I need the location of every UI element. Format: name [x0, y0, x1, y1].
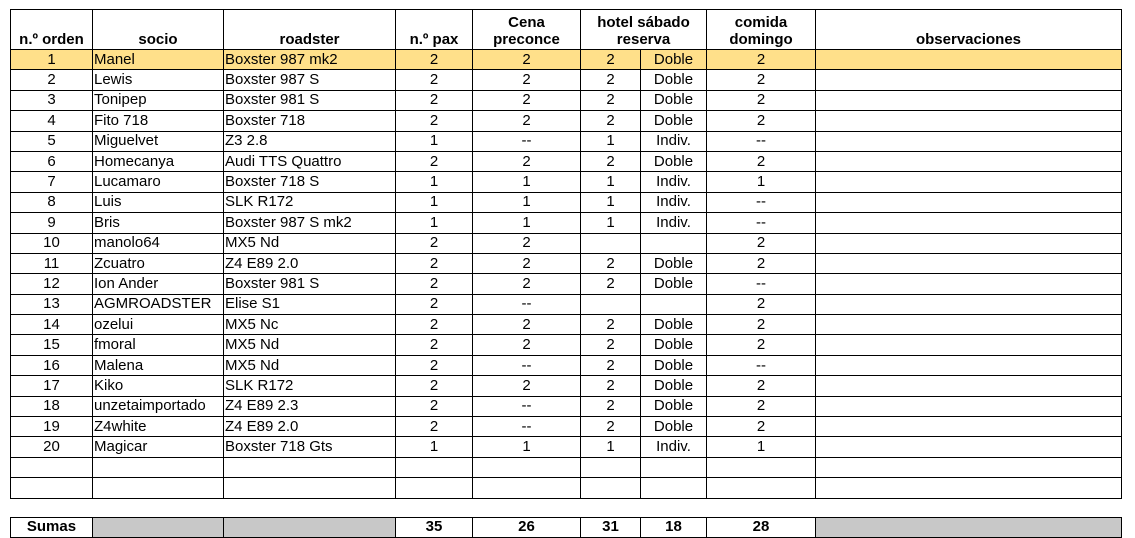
cell-observaciones[interactable] [816, 50, 1122, 70]
cell-hotel[interactable]: 2 [581, 111, 641, 131]
cell-socio[interactable]: Luis [93, 192, 224, 212]
table-row [11, 70, 1122, 90]
cell-roadster[interactable]: Boxster 718 S [224, 172, 396, 192]
cell[interactable] [396, 478, 473, 498]
cell-roadster[interactable]: Z4 E89 2.0 [224, 417, 396, 437]
cell-tipo[interactable]: Doble [641, 90, 707, 110]
cell-orden[interactable]: 2 [11, 70, 93, 90]
cell-orden[interactable]: 7 [11, 172, 93, 192]
cell-roadster[interactable]: Audi TTS Quattro [224, 151, 396, 171]
table-row [11, 417, 1122, 437]
cell-cena[interactable]: 2 [473, 253, 581, 273]
cell-orden[interactable]: 9 [11, 213, 93, 233]
cell-tipo[interactable]: Doble [641, 253, 707, 273]
header-cena[interactable] [473, 10, 581, 50]
cell-tipo[interactable]: Doble [641, 50, 707, 70]
cell-orden[interactable]: 1 [11, 50, 93, 70]
cell-hotel[interactable]: 2 [581, 274, 641, 294]
cell-observaciones[interactable] [816, 396, 1122, 416]
table-row [11, 192, 1122, 212]
cell-pax[interactable]: 2 [396, 396, 473, 416]
cell-cena[interactable]: 2 [473, 50, 581, 70]
cell-socio[interactable]: Z4white [93, 417, 224, 437]
header-row [11, 10, 1122, 50]
cell-cena[interactable]: -- [473, 131, 581, 151]
cell-pax[interactable]: 1 [396, 213, 473, 233]
cell-tipo[interactable]: Indiv. [641, 213, 707, 233]
cell-roadster[interactable]: Z3 2.8 [224, 131, 396, 151]
cell-orden[interactable]: 5 [11, 131, 93, 151]
cell-roadster[interactable]: Boxster 718 [224, 111, 396, 131]
cell-orden[interactable]: 11 [11, 253, 93, 273]
cell[interactable] [473, 457, 581, 477]
cell-hotel[interactable] [581, 233, 641, 253]
cell-hotel[interactable]: 1 [581, 172, 641, 192]
table-row [11, 213, 1122, 233]
cell[interactable] [707, 478, 816, 498]
cell-comida[interactable]: 2 [707, 396, 816, 416]
cell-pax[interactable]: 2 [396, 376, 473, 396]
cell-roadster[interactable]: Boxster 987 mk2 [224, 50, 396, 70]
cell-pax[interactable]: 1 [396, 192, 473, 212]
cell-tipo[interactable]: Doble [641, 70, 707, 90]
header-roadster[interactable]: roadster [224, 10, 396, 50]
header-comida[interactable] [707, 10, 816, 50]
empty-row [11, 457, 1122, 477]
table-row [11, 151, 1122, 171]
cell-cena[interactable]: 2 [473, 90, 581, 110]
cell-cena[interactable]: -- [473, 294, 581, 314]
cell-tipo[interactable]: Doble [641, 376, 707, 396]
cell-orden[interactable]: 13 [11, 294, 93, 314]
header-hotel-line1: hotel sábado [597, 14, 690, 31]
cell-observaciones[interactable] [816, 233, 1122, 253]
table-row [11, 233, 1122, 253]
cell-orden[interactable]: 8 [11, 192, 93, 212]
cell-pax[interactable]: 2 [396, 70, 473, 90]
cell[interactable] [473, 478, 581, 498]
sums-hotel[interactable]: 31 [581, 517, 641, 537]
cell-cena[interactable]: 2 [473, 70, 581, 90]
cell-roadster[interactable]: SLK R172 [224, 192, 396, 212]
cell-roadster[interactable]: Boxster 981 S [224, 90, 396, 110]
cell-orden[interactable]: 15 [11, 335, 93, 355]
table-row [11, 396, 1122, 416]
cell-tipo[interactable]: Doble [641, 355, 707, 375]
cell-pax[interactable]: 1 [396, 172, 473, 192]
cell[interactable] [224, 457, 396, 477]
cell-pax[interactable]: 2 [396, 274, 473, 294]
cell-roadster[interactable]: MX5 Nc [224, 315, 396, 335]
cell[interactable] [11, 457, 93, 477]
cell-tipo[interactable]: Indiv. [641, 192, 707, 212]
cell-pax[interactable]: 2 [396, 315, 473, 335]
cell-observaciones[interactable] [816, 90, 1122, 110]
cell-observaciones[interactable] [816, 274, 1122, 294]
cell-comida[interactable]: 2 [707, 376, 816, 396]
header-observaciones[interactable]: observaciones [816, 10, 1122, 50]
header-hotel-line2: reserva [616, 31, 671, 48]
cell-orden[interactable]: 20 [11, 437, 93, 457]
sums-cena[interactable]: 26 [473, 517, 581, 537]
header-comida-line2: domingo [729, 31, 793, 48]
cell-roadster[interactable]: MX5 Nd [224, 355, 396, 375]
cell-observaciones[interactable] [816, 437, 1122, 457]
cell-pax[interactable]: 2 [396, 253, 473, 273]
cell-cena[interactable]: -- [473, 396, 581, 416]
cell-comida[interactable]: 2 [707, 70, 816, 90]
cell-cena[interactable]: 2 [473, 335, 581, 355]
cell[interactable] [641, 478, 707, 498]
cell[interactable] [816, 457, 1122, 477]
cell-hotel[interactable]: 2 [581, 90, 641, 110]
sums-tipo[interactable]: 18 [641, 517, 707, 537]
cell-socio[interactable]: Bris [93, 213, 224, 233]
cell-orden[interactable]: 4 [11, 111, 93, 131]
cell-hotel[interactable]: 2 [581, 417, 641, 437]
cell-orden[interactable]: 3 [11, 90, 93, 110]
cell-orden[interactable]: 10 [11, 233, 93, 253]
cell[interactable] [93, 478, 224, 498]
gap-cell [11, 498, 1122, 517]
table-row [11, 355, 1122, 375]
cell-cena[interactable]: 2 [473, 376, 581, 396]
cell-observaciones[interactable] [816, 131, 1122, 151]
table-row [11, 111, 1122, 131]
cell-socio[interactable]: Ion Ander [93, 274, 224, 294]
cell-cena[interactable]: -- [473, 417, 581, 437]
cell-tipo[interactable]: Doble [641, 111, 707, 131]
cell-observaciones[interactable] [816, 335, 1122, 355]
table-row [11, 50, 1122, 70]
cell-orden[interactable]: 16 [11, 355, 93, 375]
cell-socio[interactable]: Lucamaro [93, 172, 224, 192]
cell-comida[interactable]: 2 [707, 233, 816, 253]
cell-socio[interactable]: Kiko [93, 376, 224, 396]
cell-comida[interactable]: 2 [707, 417, 816, 437]
cell-socio[interactable]: Homecanya [93, 151, 224, 171]
cell[interactable] [93, 457, 224, 477]
cell[interactable] [707, 457, 816, 477]
table-row [11, 131, 1122, 151]
table-row [11, 172, 1122, 192]
cell-hotel[interactable]: 1 [581, 131, 641, 151]
cell-observaciones[interactable] [816, 355, 1122, 375]
cell-pax[interactable]: 2 [396, 335, 473, 355]
sums-comida[interactable]: 28 [707, 517, 816, 537]
cell[interactable] [641, 457, 707, 477]
cell-tipo[interactable]: Doble [641, 417, 707, 437]
header-socio[interactable]: socio [93, 10, 224, 50]
cell-pax[interactable]: 2 [396, 111, 473, 131]
cell[interactable] [224, 478, 396, 498]
cell-comida[interactable]: 2 [707, 111, 816, 131]
cell-comida[interactable]: -- [707, 213, 816, 233]
cell-roadster[interactable]: Elise S1 [224, 294, 396, 314]
cell-socio[interactable]: Zcuatro [93, 253, 224, 273]
cell-roadster[interactable]: Boxster 718 Gts [224, 437, 396, 457]
empty-row [11, 478, 1122, 498]
cell-observaciones[interactable] [816, 376, 1122, 396]
cell-tipo[interactable]: Doble [641, 315, 707, 335]
header-orden[interactable]: n.º orden [11, 10, 93, 50]
header-cena-line1: Cena [508, 14, 545, 31]
cell-comida[interactable]: 2 [707, 90, 816, 110]
cell-cena[interactable]: 1 [473, 213, 581, 233]
cell-hotel[interactable]: 2 [581, 315, 641, 335]
cell-hotel[interactable]: 1 [581, 213, 641, 233]
cell-hotel[interactable]: 1 [581, 437, 641, 457]
sums-observaciones-cell[interactable] [816, 517, 1122, 537]
cell-pax[interactable]: 2 [396, 233, 473, 253]
sums-roadster-cell[interactable] [224, 517, 396, 537]
cell-hotel[interactable]: 2 [581, 70, 641, 90]
table-row [11, 90, 1122, 110]
cell-cena[interactable]: 2 [473, 151, 581, 171]
sums-row [11, 517, 1122, 537]
cell-orden[interactable]: 12 [11, 274, 93, 294]
sums-pax[interactable]: 35 [396, 517, 473, 537]
cell-pax[interactable]: 1 [396, 131, 473, 151]
cell-cena[interactable]: 2 [473, 233, 581, 253]
reservations-table [10, 9, 1122, 538]
cell-cena[interactable]: -- [473, 355, 581, 375]
table-row [11, 315, 1122, 335]
header-hotel[interactable] [581, 10, 707, 50]
cell-tipo[interactable]: Doble [641, 151, 707, 171]
cell-comida[interactable]: 2 [707, 335, 816, 355]
cell-socio[interactable]: AGMROADSTER [93, 294, 224, 314]
cell-tipo[interactable]: Doble [641, 274, 707, 294]
cell-socio[interactable]: Miguelvet [93, 131, 224, 151]
cell-comida[interactable]: -- [707, 274, 816, 294]
table-row [11, 294, 1122, 314]
cell-comida[interactable]: 2 [707, 50, 816, 70]
cell-roadster[interactable]: Z4 E89 2.3 [224, 396, 396, 416]
cell-observaciones[interactable] [816, 111, 1122, 131]
cell-socio[interactable]: unzetaimportado [93, 396, 224, 416]
cell-orden[interactable]: 18 [11, 396, 93, 416]
table-row [11, 376, 1122, 396]
cell-tipo[interactable]: Indiv. [641, 437, 707, 457]
sums-socio-cell[interactable] [93, 517, 224, 537]
cell-cena[interactable]: 1 [473, 437, 581, 457]
sums-label[interactable]: Sumas [11, 517, 93, 537]
cell-tipo[interactable] [641, 294, 707, 314]
cell-observaciones[interactable] [816, 70, 1122, 90]
cell-cena[interactable]: 2 [473, 315, 581, 335]
cell-tipo[interactable]: Doble [641, 396, 707, 416]
cell[interactable] [396, 457, 473, 477]
cell-hotel[interactable]: 2 [581, 376, 641, 396]
cell-roadster[interactable]: Boxster 987 S [224, 70, 396, 90]
cell-roadster[interactable]: Boxster 981 S [224, 274, 396, 294]
cell-pax[interactable]: 1 [396, 437, 473, 457]
cell-socio[interactable]: Tonipep [93, 90, 224, 110]
cell-comida[interactable]: 2 [707, 294, 816, 314]
cell-comida[interactable]: 2 [707, 151, 816, 171]
cell-socio[interactable]: fmoral [93, 335, 224, 355]
cell-observaciones[interactable] [816, 192, 1122, 212]
cell-hotel[interactable]: 2 [581, 355, 641, 375]
cell-pax[interactable]: 2 [396, 90, 473, 110]
header-pax[interactable]: n.º pax [396, 10, 473, 50]
cell[interactable] [581, 457, 641, 477]
table-body [11, 50, 1122, 538]
cell[interactable] [11, 478, 93, 498]
cell-pax[interactable]: 2 [396, 50, 473, 70]
cell-orden[interactable]: 14 [11, 315, 93, 335]
cell-socio[interactable]: Fito 718 [93, 111, 224, 131]
cell-comida[interactable]: 1 [707, 437, 816, 457]
cell-tipo[interactable]: Doble [641, 335, 707, 355]
cell-roadster[interactable]: SLK R172 [224, 376, 396, 396]
table-row [11, 437, 1122, 457]
cell[interactable] [816, 478, 1122, 498]
cell-socio[interactable]: ozelui [93, 315, 224, 335]
cell-observaciones[interactable] [816, 151, 1122, 171]
cell-socio[interactable]: Malena [93, 355, 224, 375]
gap-row [11, 498, 1122, 517]
cell-socio[interactable]: Magicar [93, 437, 224, 457]
cell-orden[interactable]: 19 [11, 417, 93, 437]
cell-cena[interactable]: 2 [473, 274, 581, 294]
cell-pax[interactable]: 2 [396, 294, 473, 314]
cell-socio[interactable]: Manel [93, 50, 224, 70]
cell-comida[interactable]: -- [707, 131, 816, 151]
cell-orden[interactable]: 6 [11, 151, 93, 171]
cell-tipo[interactable]: Indiv. [641, 131, 707, 151]
cell-observaciones[interactable] [816, 172, 1122, 192]
cell-observaciones[interactable] [816, 253, 1122, 273]
cell-comida[interactable]: 1 [707, 172, 816, 192]
cell-tipo[interactable] [641, 233, 707, 253]
header-cena-line2: preconce [493, 31, 560, 48]
cell[interactable] [581, 478, 641, 498]
cell-roadster[interactable]: MX5 Nd [224, 335, 396, 355]
cell-hotel[interactable]: 2 [581, 151, 641, 171]
cell-comida[interactable]: 2 [707, 315, 816, 335]
cell-socio[interactable]: manolo64 [93, 233, 224, 253]
cell-socio[interactable]: Lewis [93, 70, 224, 90]
cell-pax[interactable]: 2 [396, 151, 473, 171]
cell-hotel[interactable] [581, 294, 641, 314]
cell-comida[interactable]: -- [707, 355, 816, 375]
cell-observaciones[interactable] [816, 417, 1122, 437]
cell-cena[interactable]: 1 [473, 172, 581, 192]
cell-comida[interactable]: -- [707, 192, 816, 212]
cell-pax[interactable]: 2 [396, 417, 473, 437]
cell-tipo[interactable]: Indiv. [641, 172, 707, 192]
cell-roadster[interactable]: Boxster 987 S mk2 [224, 213, 396, 233]
cell-orden[interactable]: 17 [11, 376, 93, 396]
cell-hotel[interactable]: 2 [581, 396, 641, 416]
header-comida-line1: comida [734, 14, 788, 31]
cell-observaciones[interactable] [816, 294, 1122, 314]
cell-comida[interactable]: 2 [707, 253, 816, 273]
table-row [11, 253, 1122, 273]
cell-roadster[interactable]: MX5 Nd [224, 233, 396, 253]
cell-hotel[interactable]: 1 [581, 192, 641, 212]
cell-hotel[interactable]: 2 [581, 335, 641, 355]
cell-hotel[interactable]: 2 [581, 50, 641, 70]
table-row [11, 335, 1122, 355]
table-row [11, 274, 1122, 294]
cell-pax[interactable]: 2 [396, 355, 473, 375]
cell-roadster[interactable]: Z4 E89 2.0 [224, 253, 396, 273]
cell-observaciones[interactable] [816, 315, 1122, 335]
cell-hotel[interactable]: 2 [581, 253, 641, 273]
cell-cena[interactable]: 1 [473, 192, 581, 212]
cell-observaciones[interactable] [816, 213, 1122, 233]
cell-cena[interactable]: 2 [473, 111, 581, 131]
